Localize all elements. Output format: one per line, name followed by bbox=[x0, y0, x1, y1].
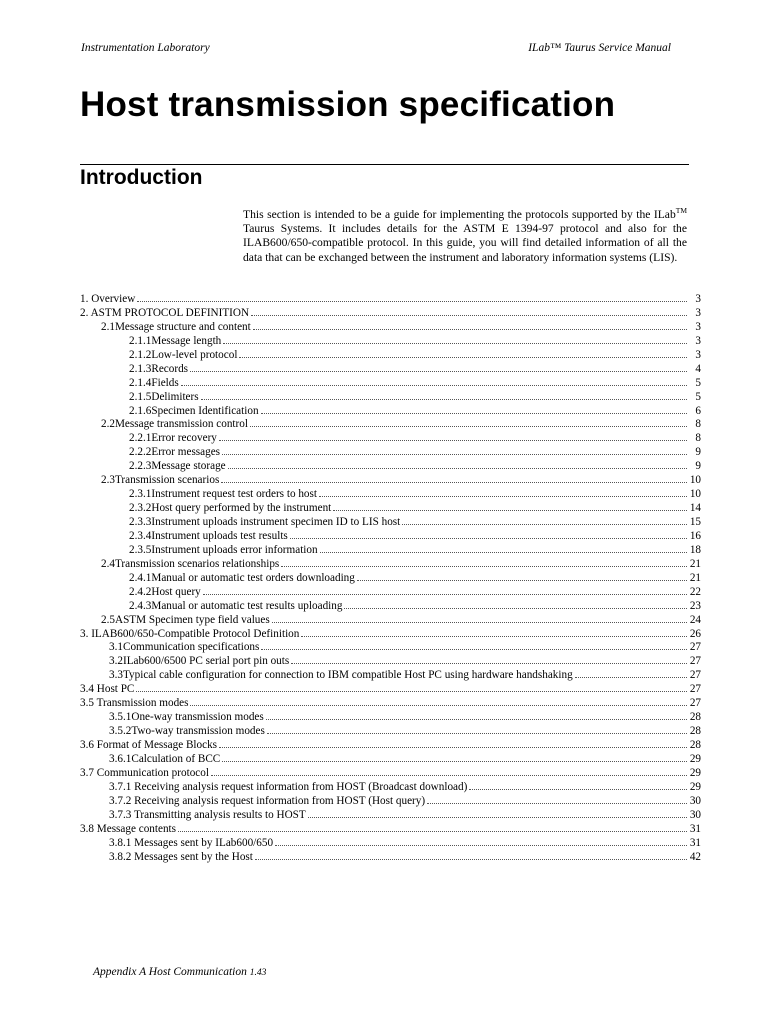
toc-dot-leader bbox=[223, 334, 687, 344]
toc-dot-leader bbox=[203, 585, 687, 595]
toc-entry-label: 2.1Message structure and content bbox=[101, 320, 251, 333]
toc-dot-leader bbox=[253, 320, 687, 330]
toc-dot-leader bbox=[222, 752, 687, 762]
toc-entry-page: 30 bbox=[689, 794, 701, 807]
toc-entry[interactable] bbox=[80, 334, 701, 348]
footer-page-number: 1.43 bbox=[249, 968, 267, 978]
toc-dot-leader bbox=[272, 613, 687, 623]
toc-entry[interactable] bbox=[80, 571, 701, 585]
toc-entry[interactable] bbox=[80, 459, 701, 473]
toc-entry[interactable] bbox=[80, 445, 701, 459]
toc-dot-leader bbox=[261, 640, 687, 650]
toc-entry[interactable] bbox=[80, 640, 701, 654]
toc-entry-page: 18 bbox=[689, 543, 701, 556]
toc-entry-page: 9 bbox=[695, 460, 701, 473]
toc-entry[interactable] bbox=[80, 850, 701, 864]
toc-entry[interactable] bbox=[80, 599, 701, 613]
toc-entry-label: 3.7.2 Receiving analysis request information from HOST (Host query) bbox=[109, 794, 426, 807]
toc-entry-label: 2.4Transmission scenarios relationships bbox=[101, 557, 280, 570]
toc-entry[interactable] bbox=[80, 654, 701, 668]
toc-dot-leader bbox=[575, 668, 687, 678]
toc-entry[interactable] bbox=[80, 808, 701, 822]
toc-entry-label: 2.1.3Records bbox=[129, 362, 189, 375]
toc-dot-leader bbox=[402, 515, 687, 525]
toc-dot-leader bbox=[320, 543, 687, 553]
toc-entry[interactable] bbox=[80, 766, 701, 780]
toc-dot-leader bbox=[201, 390, 687, 400]
toc-entry-page: 42 bbox=[689, 850, 701, 863]
toc-dot-leader bbox=[267, 724, 687, 734]
toc-entry-label: 1. Overview bbox=[80, 293, 136, 305]
toc-dot-leader bbox=[211, 766, 687, 776]
toc-entry-page: 14 bbox=[689, 502, 701, 515]
toc-entry-page: 27 bbox=[689, 683, 701, 696]
toc-entry-label: 2.3.3Instrument uploads instrument specimen ID to LIS host bbox=[129, 516, 401, 528]
toc-dot-leader bbox=[190, 696, 687, 706]
toc-entry-label: 2.4.1Manual or automatic test orders downloading bbox=[129, 571, 355, 584]
toc-dot-leader bbox=[308, 808, 687, 818]
toc-entry[interactable] bbox=[80, 557, 701, 571]
toc-dot-leader bbox=[251, 306, 687, 316]
toc-entry-page: 27 bbox=[689, 641, 701, 654]
toc-entry[interactable] bbox=[80, 682, 701, 696]
intro-text-1: This section is intended to be a guide for implementing the protocols supported by the ILab bbox=[243, 208, 676, 221]
toc-entry-label: 2.2.2Error messages bbox=[129, 446, 221, 459]
toc-entry-label: 2.1.6Specimen Identification bbox=[129, 404, 259, 417]
toc-entry[interactable] bbox=[80, 529, 701, 543]
toc-entry-label: 3.8.2 Messages sent by the Host bbox=[109, 850, 253, 863]
page-footer bbox=[93, 966, 266, 978]
toc-entry-page: 3 bbox=[695, 320, 701, 333]
toc-entry-label: 3.6 Format of Message Blocks bbox=[80, 739, 218, 751]
toc-dot-leader bbox=[221, 473, 687, 483]
running-header bbox=[81, 42, 671, 54]
toc-dot-leader bbox=[291, 654, 687, 664]
intro-text-2: Taurus Systems. It includes details for the ASTM E 1394-97 protocol and also for the ILAB600/650-compatible protocol. In this guide, you will find detailed information of all the data that can be exchanged between the instrument and laboratory information systems (LIS). bbox=[243, 222, 687, 264]
toc-dot-leader bbox=[261, 404, 687, 414]
toc-dot-leader bbox=[250, 417, 687, 427]
toc-entry[interactable] bbox=[80, 404, 701, 418]
toc-entry-page: 6 bbox=[695, 404, 701, 417]
toc-entry-page: 8 bbox=[695, 418, 701, 431]
toc-entry-page: 21 bbox=[689, 557, 701, 570]
toc-dot-leader bbox=[301, 627, 687, 637]
toc-entry[interactable] bbox=[80, 515, 701, 529]
toc-entry-page: 31 bbox=[689, 822, 701, 835]
toc-dot-leader bbox=[239, 348, 687, 358]
footer-text: Appendix A Host Communication bbox=[93, 966, 247, 978]
toc-entry-label: 2. ASTM PROTOCOL DEFINITION bbox=[80, 306, 250, 319]
toc-entry-label: 2.3Transmission scenarios bbox=[101, 474, 220, 487]
toc-entry-label: 2.1.4Fields bbox=[129, 376, 179, 389]
toc-entry-label: 3.7.3 Transmitting analysis results to HOST bbox=[109, 808, 306, 821]
toc-entry[interactable] bbox=[80, 376, 701, 390]
title-rule bbox=[80, 164, 689, 165]
toc-entry-label: 2.3.2Host query performed by the instrument bbox=[129, 502, 332, 515]
header-right: ILab™ Taurus Service Manual bbox=[528, 42, 671, 54]
toc-dot-leader bbox=[357, 571, 687, 581]
toc-entry[interactable] bbox=[80, 836, 701, 850]
toc-dot-leader bbox=[281, 557, 687, 567]
toc-entry-page: 29 bbox=[689, 780, 701, 793]
toc-entry[interactable] bbox=[80, 487, 701, 501]
toc-dot-leader bbox=[219, 738, 687, 748]
toc-entry-label: 3.6.1Calculation of BCC bbox=[109, 752, 221, 765]
toc-entry-page: 5 bbox=[695, 390, 701, 403]
toc-dot-leader bbox=[344, 599, 687, 609]
toc-dot-leader bbox=[266, 710, 687, 720]
toc-entry-page: 3 bbox=[695, 293, 701, 305]
toc-entry[interactable] bbox=[80, 306, 701, 320]
toc-entry[interactable] bbox=[80, 473, 701, 487]
toc-entry[interactable] bbox=[80, 431, 701, 445]
table-of-contents bbox=[80, 292, 701, 863]
toc-dot-leader bbox=[290, 529, 687, 539]
toc-dot-leader bbox=[228, 459, 687, 469]
toc-entry[interactable] bbox=[80, 822, 701, 836]
toc-entry-page: 31 bbox=[689, 836, 701, 849]
toc-dot-leader bbox=[137, 292, 687, 302]
toc-entry-label: 3.2ILab600/6500 PC serial port pin outs bbox=[109, 655, 290, 668]
toc-entry[interactable] bbox=[80, 738, 701, 752]
toc-entry[interactable] bbox=[80, 501, 701, 515]
toc-entry-page: 22 bbox=[689, 585, 701, 598]
toc-entry-page: 28 bbox=[689, 725, 701, 738]
toc-entry[interactable] bbox=[80, 417, 701, 431]
toc-entry[interactable] bbox=[80, 668, 701, 682]
toc-entry-label: 3.7 Communication protocol bbox=[80, 766, 209, 779]
toc-entry-page: 3 bbox=[695, 348, 701, 361]
toc-dot-leader bbox=[333, 501, 687, 511]
toc-dot-leader bbox=[178, 822, 687, 832]
toc-entry-page: 9 bbox=[695, 446, 701, 459]
toc-dot-leader bbox=[181, 376, 687, 386]
toc-entry-page: 3 bbox=[695, 334, 701, 347]
toc-entry-page: 29 bbox=[689, 752, 701, 765]
toc-entry[interactable] bbox=[80, 724, 701, 738]
toc-entry-label: 2.1.1Message length bbox=[129, 334, 222, 347]
toc-dot-leader bbox=[319, 487, 687, 497]
toc-entry-page: 8 bbox=[695, 432, 701, 445]
section-title: Introduction bbox=[80, 166, 203, 189]
toc-entry-label: 2.3.4Instrument uploads test results bbox=[129, 529, 288, 542]
toc-entry-page: 28 bbox=[689, 739, 701, 751]
toc-entry[interactable] bbox=[80, 390, 701, 404]
toc-entry[interactable] bbox=[80, 348, 701, 362]
toc-entry-page: 3 bbox=[695, 306, 701, 319]
toc-entry[interactable] bbox=[80, 613, 701, 627]
toc-entry-label: 3.4 Host PC bbox=[80, 683, 135, 696]
toc-entry-page: 10 bbox=[689, 474, 701, 487]
toc-entry[interactable] bbox=[80, 710, 701, 724]
toc-entry-page: 28 bbox=[689, 711, 701, 724]
toc-entry-page: 15 bbox=[689, 516, 701, 528]
toc-dot-leader bbox=[136, 682, 687, 692]
toc-entry[interactable] bbox=[80, 362, 701, 376]
toc-entry[interactable] bbox=[80, 752, 701, 766]
toc-dot-leader bbox=[469, 780, 687, 790]
toc-entry-label: 2.5ASTM Specimen type field values bbox=[101, 613, 270, 626]
toc-entry-label: 3.3Typical cable configuration for connection to IBM compatible Host PC using hardware handshaking bbox=[109, 669, 573, 682]
page-title: Host transmission specification bbox=[80, 85, 616, 124]
toc-dot-leader bbox=[255, 850, 687, 860]
toc-entry-label: 2.2Message transmission control bbox=[101, 418, 248, 431]
toc-entry-page: 29 bbox=[689, 766, 701, 779]
toc-entry-page: 30 bbox=[689, 808, 701, 821]
toc-entry-label: 3.1Communication specifications bbox=[109, 641, 260, 654]
toc-entry-page: 27 bbox=[689, 669, 701, 682]
toc-entry[interactable] bbox=[80, 585, 701, 599]
toc-dot-leader bbox=[275, 836, 687, 846]
toc-entry-label: 3.5 Transmission modes bbox=[80, 697, 189, 710]
trademark-sup: TM bbox=[675, 206, 687, 216]
toc-entry-page: 24 bbox=[689, 613, 701, 626]
header-left: Instrumentation Laboratory bbox=[81, 42, 210, 54]
toc-entry-label: 2.2.1Error recovery bbox=[129, 432, 217, 445]
toc-entry-label: 3.7.1 Receiving analysis request information from HOST (Broadcast download) bbox=[109, 780, 468, 793]
toc-entry-label: 2.1.5Delimiters bbox=[129, 390, 199, 403]
toc-entry-page: 27 bbox=[689, 655, 701, 668]
toc-entry-label: 2.4.3Manual or automatic test results uploading bbox=[129, 599, 343, 612]
intro-paragraph bbox=[243, 208, 687, 265]
toc-entry-page: 23 bbox=[689, 599, 701, 612]
toc-entry-page: 5 bbox=[695, 376, 701, 389]
toc-entry-page: 27 bbox=[689, 697, 701, 710]
toc-entry[interactable] bbox=[80, 627, 701, 641]
toc-entry-label: 3.8 Message contents bbox=[80, 822, 177, 835]
toc-entry[interactable] bbox=[80, 794, 701, 808]
toc-entry-page: 4 bbox=[695, 362, 701, 375]
toc-dot-leader bbox=[219, 431, 687, 441]
toc-entry-label: 3.8.1 Messages sent by ILab600/650 bbox=[109, 836, 274, 849]
toc-entry-label: 2.3.1Instrument request test orders to host bbox=[129, 488, 317, 501]
toc-entry-label: 2.1.2Low-level protocol bbox=[129, 348, 238, 361]
toc-entry-page: 26 bbox=[689, 627, 701, 640]
toc-entry-label: 2.3.5Instrument uploads error information bbox=[129, 543, 318, 556]
toc-dot-leader bbox=[427, 794, 687, 804]
toc-dot-leader bbox=[222, 445, 687, 455]
toc-entry[interactable] bbox=[80, 696, 701, 710]
toc-entry[interactable] bbox=[80, 780, 701, 794]
toc-entry-label: 2.2.3Message storage bbox=[129, 460, 226, 473]
toc-entry[interactable] bbox=[80, 320, 701, 334]
toc-entry-label: 3.5.1One-way transmission modes bbox=[109, 711, 264, 724]
toc-entry[interactable] bbox=[80, 292, 701, 306]
toc-entry-label: 3. ILAB600/650-Compatible Protocol Definition bbox=[80, 627, 300, 640]
toc-entry[interactable] bbox=[80, 543, 701, 557]
toc-dot-leader bbox=[190, 362, 687, 372]
toc-entry-label: 3.5.2Two-way transmission modes bbox=[109, 725, 265, 738]
toc-entry-label: 2.4.2Host query bbox=[129, 585, 201, 598]
toc-entry-page: 21 bbox=[689, 571, 701, 584]
toc-entry-page: 10 bbox=[689, 488, 701, 501]
toc-entry-page: 16 bbox=[689, 529, 701, 542]
